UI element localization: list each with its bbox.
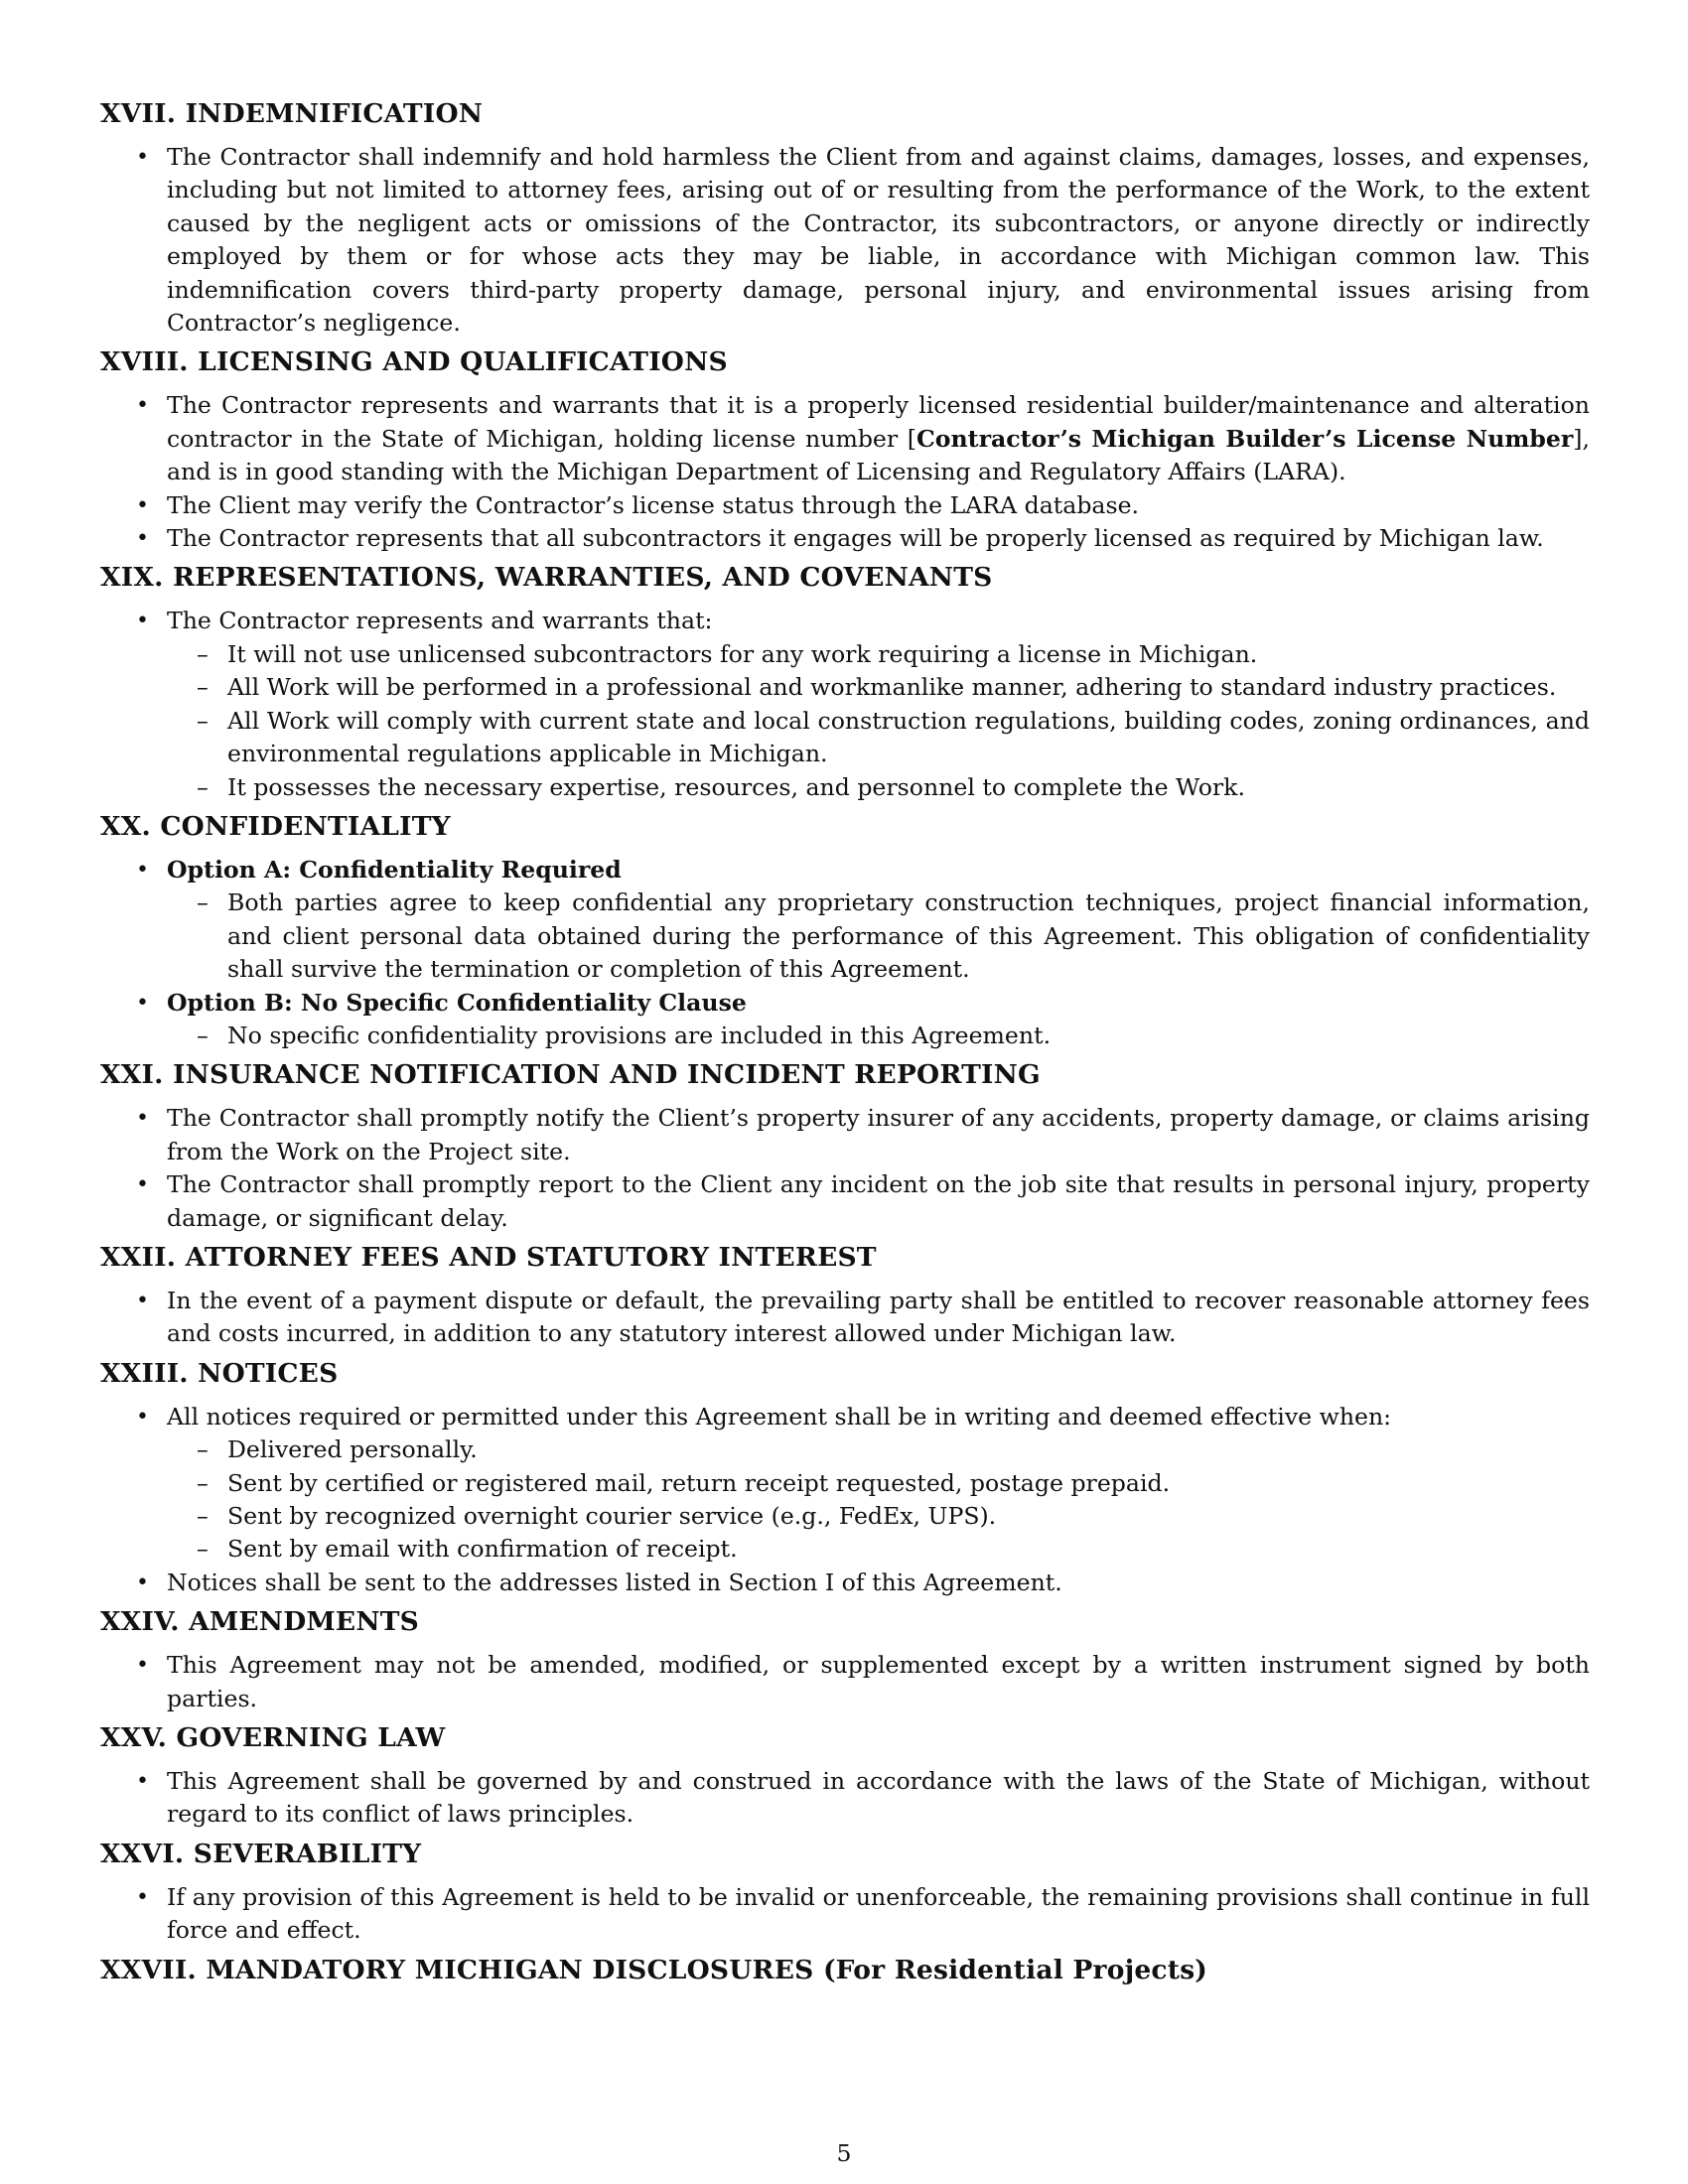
licensing-list <box>100 389 1590 555</box>
representations-list <box>100 605 1590 803</box>
confidentiality-option-b <box>100 987 1590 1053</box>
section-heading-amendments: XXIV. AMENDMENTS <box>100 1606 420 1638</box>
section-heading-licensing: XVIII. LICENSING AND QUALIFICATIONS <box>100 346 728 378</box>
insurance-list <box>100 1102 1590 1235</box>
representations-sublist <box>167 638 1590 804</box>
section-heading-confidentiality: XX. CONFIDENTIALITY <box>100 810 451 842</box>
attorney-fees-clause: • In the event of a payment dispute or default, the prevailing party shall be entitled to recover reasonable attorney fees and costs incurred, in addition to any statutory interest allowed under Michigan law. <box>100 1285 1590 1351</box>
confidentiality-option-a <box>100 854 1590 987</box>
licensing-clause-subcontractors: • The Contractor represents that all subcontractors it engages will be properly licensed as required by Michigan law. <box>100 522 1590 555</box>
option-b-sublist <box>167 1020 1590 1052</box>
notices-clause-addresses: • Notices shall be sent to the addresses listed in Section I of this Agreement. <box>100 1567 1590 1599</box>
notice-method-item: – Sent by email with confirmation of receipt. <box>167 1533 1590 1566</box>
notice-method-item: – Sent by certified or registered mail, return receipt requested, postage prepaid. <box>167 1467 1590 1500</box>
governing-law-clause: • This Agreement shall be governed by and construed in accordance with the laws of the State of Michigan, without regard to its conflict of laws principles. <box>100 1765 1590 1832</box>
governing-law-list <box>100 1765 1590 1832</box>
notices-clause-methods <box>100 1401 1590 1567</box>
licensing-clause-license-number <box>100 389 1590 488</box>
option-a-text: – Both parties agree to keep confidential any proprietary construction techniques, project financial information, and client personal data obtained during the performance of this Agreement. This obligation of confidentiality shall survive the termination or completion of this Agreement. <box>167 887 1590 986</box>
section-heading-severability: XXVI. SEVERABILITY <box>100 1838 422 1869</box>
notices-list <box>100 1401 1590 1599</box>
notice-method-item: – Delivered personally. <box>167 1433 1590 1466</box>
option-a-sublist <box>167 887 1590 986</box>
page-number: 5 <box>836 2139 852 2167</box>
section-heading-attorney-fees: XXII. ATTORNEY FEES AND STATUTORY INTEREST <box>100 1241 877 1273</box>
option-b-text: – No specific confidentiality provisions are included in this Agreement. <box>167 1020 1590 1052</box>
section-heading-representations: XIX. REPRESENTATIONS, WARRANTIES, AND COVENANTS <box>100 562 993 594</box>
severability-list <box>100 1881 1590 1948</box>
representation-item: – It will not use unlicensed subcontractors for any work requiring a license in Michigan. <box>167 638 1590 671</box>
amendments-list <box>100 1649 1590 1715</box>
section-heading-insurance: XXI. INSURANCE NOTIFICATION AND INCIDENT REPORTING <box>100 1059 1041 1091</box>
severability-clause: • If any provision of this Agreement is held to be invalid or unenforceable, the remaining provisions shall continue in full force and effect. <box>100 1881 1590 1948</box>
representations-clause <box>100 605 1590 803</box>
section-heading-notices: XXIII. NOTICES <box>100 1357 339 1389</box>
representations-intro: The Contractor represents and warrants that: <box>167 607 713 635</box>
notice-method-item: – Sent by recognized overnight courier service (e.g., FedEx, UPS). <box>167 1500 1590 1533</box>
document-body <box>100 97 1590 1997</box>
insurance-clause-report: • The Contractor shall promptly report to the Client any incident on the job site that results in personal injury, property damage, or significant delay. <box>100 1168 1590 1235</box>
indemnification-list <box>100 141 1590 340</box>
notices-intro: All notices required or permitted under this Agreement shall be in writing and deemed effective when: <box>167 1402 1392 1431</box>
license-clause-text-pre: The Contractor represents and warrants that it is a properly licensed residential builder/maintenance and alteration contractor in the State of Michigan, holding license number [ <box>167 391 1590 453</box>
licensing-clause-verify: • The Client may verify the Contractor’s license status through the LARA database. <box>100 489 1590 522</box>
section-heading-governing-law: XXV. GOVERNING LAW <box>100 1722 446 1754</box>
attorney-fees-list <box>100 1285 1590 1351</box>
indemnification-clause: • The Contractor shall indemnify and hold harmless the Client from and against claims, damages, losses, and expenses, including but not limited to attorney fees, arising out of or resulting from the performance of the Work, to the extent caused by the negligent acts or omissions of the Contractor, its subcontractors, or anyone directly or indirectly employed by them or for whose acts they may be liable, in accordance with Michigan common law. This indemnification covers third-party property damage, personal injury, and environmental issues arising from Contractor’s negligence. <box>100 141 1590 340</box>
section-heading-indemnification: XVII. INDEMNIFICATION <box>100 98 484 129</box>
license-clause-text-post: ], and is in good standing with the Michigan Department of Licensing and Regulatory Affairs (LARA). <box>167 424 1590 486</box>
license-number-placeholder: Contractor’s Michigan Builder’s License Number <box>916 424 1574 453</box>
representation-item: – All Work will be performed in a professional and workmanlike manner, adhering to standard industry practices. <box>167 671 1590 704</box>
section-heading-mandatory-disclosures: XXVII. MANDATORY MICHIGAN DISCLOSURES (For Residential Projects) <box>100 1954 1208 1985</box>
amendments-clause: • This Agreement may not be amended, modified, or supplemented except by a written instrument signed by both parties. <box>100 1649 1590 1715</box>
notices-sublist <box>167 1433 1590 1567</box>
confidentiality-list <box>100 854 1590 1052</box>
representation-item: – All Work will comply with current state and local construction regulations, building codes, zoning ordinances, and environmental regulations applicable in Michigan. <box>167 705 1590 771</box>
insurance-clause-notify: • The Contractor shall promptly notify the Client’s property insurer of any accidents, property damage, or claims arising from the Work on the Project site. <box>100 1102 1590 1168</box>
option-a-label: Option A: Confidentiality Required <box>167 855 622 884</box>
option-b-label: Option B: No Specific Confidentiality Clause <box>167 988 747 1017</box>
representation-item: – It possesses the necessary expertise, resources, and personnel to complete the Work. <box>167 771 1590 804</box>
